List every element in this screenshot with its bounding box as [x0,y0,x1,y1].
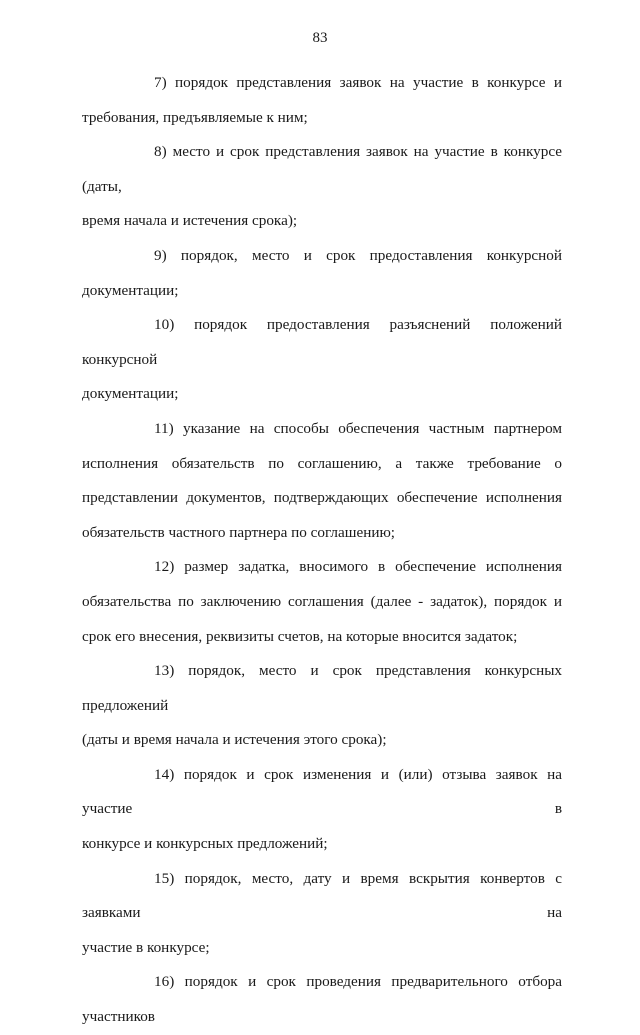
item-text: порядок, место и срок предоставления конкурсной документации; [82,246,562,299]
document-body [82,66,562,1035]
item-number: 9) [154,246,167,264]
list-item-14 [82,758,562,862]
item-text: (даты и время начала и истечения этого срока); [82,731,387,749]
item-text: порядок, место, дату и время вскрытия конвертов с заявками на [82,869,563,922]
item-text: представлении документов, подтверждающих обеспечение исполнения [82,489,562,507]
item-text: порядок и срок проведения предварительного отбора участников [82,973,562,1026]
item-number: 8) [154,143,167,161]
item-number: 10) [154,316,175,334]
item-text: срок его внесения, реквизиты счетов, на которые вносится задаток; [82,627,518,645]
item-text: порядок и срок изменения и (или) отзыва заявок на участие в [82,765,563,818]
item-text: порядок представления заявок на участие в конкурсе и [175,74,563,91]
item-text: требования, предъявляемые к ним; [82,108,308,126]
item-text: место и срок представления заявок на участие в конкурсе (даты, [82,143,563,195]
item-text: документации; [82,385,179,403]
page-number: 83 [312,30,328,46]
item-text: обязательств частного партнера по соглашению; [82,523,396,541]
item-number: 12) [154,558,175,576]
list-item-9 [82,239,562,308]
list-item-8 [82,135,562,239]
item-number: 13) [154,662,175,680]
item-number: 16) [154,973,175,991]
item-number: 15) [154,869,175,887]
list-item-12 [82,550,562,654]
item-text: порядок предоставления разъяснений положений конкурсной [82,316,562,368]
list-item-7 [82,66,562,135]
item-text: конкурсе и конкурсных предложений; [82,835,328,853]
item-text: время начала и истечения срока); [82,212,298,230]
item-number: 11) [154,419,174,437]
list-item-10 [82,308,562,412]
item-text: исполнения обязательств по соглашению, а также требование о [82,454,562,472]
item-text: участие в конкурсе; [82,938,210,956]
list-item-16 [82,965,562,1034]
item-number: 14) [154,765,175,783]
item-text: указание на способы обеспечения частным партнером [183,419,563,437]
list-item-15 [82,862,562,966]
item-text: размер задатка, вносимого в обеспечение исполнения [184,558,563,576]
item-text: обязательства по заключению соглашения (далее - задаток), порядок и [82,592,562,610]
list-item-13 [82,654,562,758]
list-item-11 [82,412,562,550]
item-number: 7) [154,74,167,91]
item-text: порядок, место и срок представления конкурсных предложений [82,662,563,714]
